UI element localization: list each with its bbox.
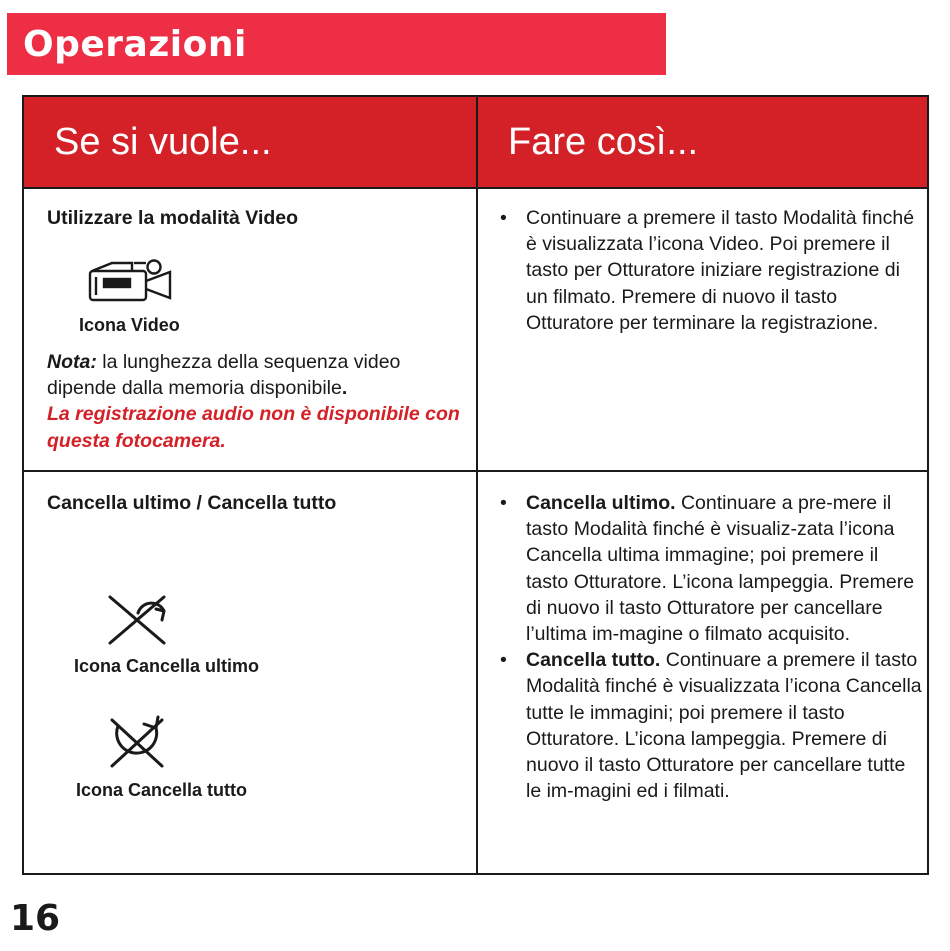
delete-all-icon bbox=[104, 712, 170, 772]
list-item bbox=[500, 490, 922, 647]
page-number: 16 bbox=[10, 898, 61, 939]
row-delete-label: Cancella ultimo / Cancella tutto bbox=[47, 492, 337, 514]
instruction-text: Continuare a premere il tasto Modalità finché è visualizzata l’icona Cancella tutte le immagini; poi premere il tasto Otturatore. L’icona lampeggia. Premere di nuovo il tasto Otturatore per cancellare tutte le im-magini ed i filmati. bbox=[526, 649, 922, 803]
note-label: Nota: bbox=[47, 351, 97, 373]
section-title-bar bbox=[7, 13, 666, 75]
video-note bbox=[47, 349, 467, 454]
column-divider bbox=[476, 97, 478, 873]
delete-last-icon-caption: Icona Cancella ultimo bbox=[74, 656, 260, 676]
instruction-bold: Cancella ultimo. bbox=[526, 492, 676, 514]
list-item bbox=[500, 647, 922, 804]
video-instructions bbox=[500, 205, 920, 336]
section-title: Operazioni bbox=[23, 23, 247, 65]
instruction-bold: Cancella tutto. bbox=[526, 649, 661, 672]
operations-table bbox=[22, 95, 929, 875]
note-text: la lunghezza della sequenza video dipende dalla memoria disponibile bbox=[47, 351, 401, 400]
instruction-text: Continuare a pre-mere il tasto Modalità finché è visualiz-zata l’icona Cancella ultima immagine; poi premere il tasto Otturatore. L’icona lampeggia. Premere di nuovo il tasto Otturatore per cancellare l’ultima im-magine o filmato acquisito. bbox=[526, 492, 915, 646]
row-divider bbox=[24, 470, 927, 472]
note-audio-warning: La registrazione audio non è disponibile con questa fotocamera. bbox=[47, 403, 460, 452]
instruction-text: Continuare a premere il tasto Modalità finché è visualizzata l’icona Video. Poi premere il tasto per Otturatore iniziare registrazione di un filmato. Premere di nuovo il tasto Otturatore per terminare la registrazione. bbox=[526, 207, 915, 334]
delete-last-icon bbox=[104, 591, 170, 647]
delete-instructions bbox=[500, 490, 922, 804]
header-divider bbox=[24, 187, 927, 189]
list-item bbox=[500, 205, 920, 336]
note-dot: . bbox=[341, 377, 348, 400]
row-video-label: Utilizzare la modalità Video bbox=[47, 207, 299, 229]
video-icon-caption: Icona Video bbox=[79, 315, 180, 335]
delete-all-icon-caption: Icona Cancella tutto bbox=[76, 780, 248, 800]
col-right-header: Fare così... bbox=[478, 97, 927, 187]
col-left-header: Se si vuole... bbox=[24, 97, 476, 187]
video-camera-icon bbox=[86, 257, 178, 303]
